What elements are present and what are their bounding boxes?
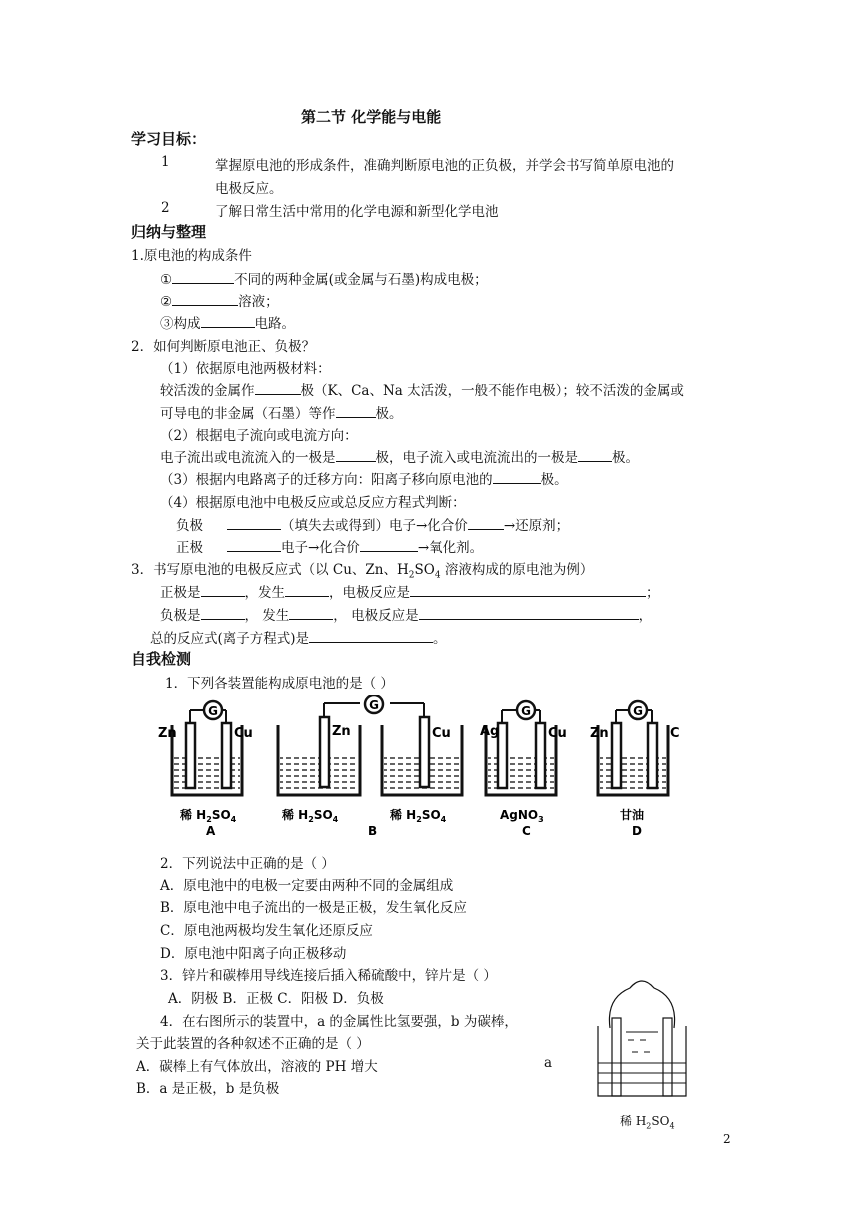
cell-a xyxy=(158,701,253,838)
q4-cell-figure xyxy=(592,968,692,1110)
q4-a-label: a xyxy=(544,1055,553,1071)
blank[interactable] xyxy=(255,380,301,395)
cell-c xyxy=(480,701,567,838)
s2-neg: 负极 （填失去或得到）电子→化合价 →还原剂； xyxy=(176,514,569,534)
svg-text:G: G xyxy=(521,704,531,718)
svg-text:AgNO3: AgNO$_3$ xyxy=(500,808,544,824)
blank[interactable] xyxy=(201,605,245,620)
goal-1-line1: 掌握原电池的形成条件，准确判断原电池的正负极，并学会书写简单原电池的 xyxy=(215,158,674,174)
svg-text:Zn: Zn xyxy=(158,726,177,741)
q2: 2．下列说法中正确的是（ ） xyxy=(160,856,335,872)
s2-p1b: 可导电的非金属（石墨）等作 极。 xyxy=(160,402,403,422)
q4-option-b: B．a 是正极，b 是负极 xyxy=(136,1081,280,1097)
svg-text:Cu: Cu xyxy=(548,726,567,741)
s3-title: 3．书写原电池的电极反应式（以 Cu、Zn、$H_2SO_4$ 溶液构成的原电池为例） xyxy=(131,562,594,581)
blank[interactable] xyxy=(289,605,333,620)
q2-option-b: B．原电池中电子流出的一极是正极，发生氧化反应 xyxy=(160,900,467,916)
s2-pos: 正极 电子→化合价 →氧化剂。 xyxy=(176,536,483,556)
blank[interactable] xyxy=(201,582,245,597)
s1-item-c: ③构成 电路。 xyxy=(160,312,295,332)
q4-figure-label: 稀 $H_2SO_4$ xyxy=(620,1114,675,1131)
q2-option-d: D．原电池中阳离子向正极移动 xyxy=(160,946,347,962)
svg-text:C: C xyxy=(522,824,531,838)
s2-p2: （2）根据电子流向或电流方向： xyxy=(160,428,358,444)
s3-neg: 负极是 ， 发生 ， 电极反应是 ， xyxy=(160,604,652,624)
q2-option-c: C．原电池两极均发生氧化还原反应 xyxy=(160,923,373,939)
svg-text:Ag: Ag xyxy=(480,724,500,739)
q1: 1．下列各装置能构成原电池的是（ ） xyxy=(165,676,394,692)
summary-heading: 归纳与整理 xyxy=(131,223,207,241)
cell-b xyxy=(278,695,462,838)
s1-title: 1.原电池的构成条件 xyxy=(131,248,252,264)
page-number: 2 xyxy=(723,1132,731,1146)
q4-line2: 关于此装置的各种叙述不正确的是（ ） xyxy=(136,1036,370,1052)
page-title: 第二节 化学能与电能 xyxy=(301,108,442,126)
s2-p1: （1）依据原电池两极材料： xyxy=(160,361,331,377)
svg-text:A: A xyxy=(206,824,216,838)
blank[interactable] xyxy=(410,582,646,597)
s1-item-a: ① 不同的两种金属(或金属与石墨)构成电极； xyxy=(160,268,488,288)
blank[interactable] xyxy=(493,469,541,484)
cell-d xyxy=(590,701,680,838)
svg-text:稀 H2SO4: 稀 $H_2SO_4$ xyxy=(282,808,339,824)
goal-2-line1: 了解日常生活中常用的化学电源和新型化学电池 xyxy=(215,204,499,220)
svg-text:Zn: Zn xyxy=(590,726,609,741)
blank[interactable] xyxy=(172,291,238,306)
s1-item-b: ② 溶液； xyxy=(160,290,279,310)
svg-text:Zn: Zn xyxy=(332,724,351,739)
q3-options: A．阴极 B．正极 C．阳极 D．负极 xyxy=(168,991,384,1007)
blank[interactable] xyxy=(227,515,281,530)
svg-text:G: G xyxy=(633,704,643,718)
blank[interactable] xyxy=(309,628,433,643)
s3-pos: 正极是 ，发生 ，电极反应是 ； xyxy=(160,581,660,601)
galvanic-cells-diagram xyxy=(150,695,690,840)
s2-p4: （4）根据原电池中电极反应或总反应方程式判断： xyxy=(160,495,466,511)
svg-text:稀 H2SO4: 稀 $H_2SO_4$ xyxy=(180,808,237,824)
svg-text:G: G xyxy=(369,698,379,712)
svg-text:Cu: Cu xyxy=(234,726,253,741)
blank[interactable] xyxy=(419,605,639,620)
blank[interactable] xyxy=(285,582,329,597)
svg-text:稀 H2SO4: 稀 $H_2SO_4$ xyxy=(390,808,447,824)
blank[interactable] xyxy=(201,313,255,328)
goal-1-num: 1 xyxy=(161,154,170,170)
goals-heading: 学习目标： xyxy=(131,130,207,148)
blank[interactable] xyxy=(227,537,281,552)
blank[interactable] xyxy=(336,403,376,418)
selfcheck-heading: 自我检测 xyxy=(131,650,192,668)
svg-text:甘油: 甘油 xyxy=(620,808,645,822)
s2-p1a: 较活泼的金属作 极（K、Ca、Na 太活泼，一般不能作电极）；较不活泼的金属或 xyxy=(160,379,684,399)
s2-p2a: 电子流出或电流流入的一极是 极，电子流入或电流流出的一极是 极。 xyxy=(160,446,639,466)
blank[interactable] xyxy=(172,269,234,284)
svg-text:C: C xyxy=(670,726,680,741)
svg-text:D: D xyxy=(632,824,642,838)
blank[interactable] xyxy=(468,515,504,530)
svg-text:G: G xyxy=(208,704,218,718)
s2-p3: （3）根据内电路离子的迁移方向：阳离子移向原电池的 极。 xyxy=(160,468,568,488)
q3: 3．锌片和碳棒用导线连接后插入稀硫酸中，锌片是（ ） xyxy=(160,968,497,984)
svg-text:B: B xyxy=(368,824,378,838)
blank[interactable] xyxy=(578,447,612,462)
svg-text:Cu: Cu xyxy=(432,726,451,741)
q4-line1: 4．在右图所示的装置中，a 的金属性比氢要强，b 为碳棒， xyxy=(160,1014,518,1030)
blank[interactable] xyxy=(336,447,376,462)
goal-2-num: 2 xyxy=(161,200,170,216)
blank[interactable] xyxy=(360,537,418,552)
goal-1-line2: 电极反应。 xyxy=(215,181,283,197)
s3-total: 总的反应式(离子方程式)是 。 xyxy=(150,627,447,647)
q4-option-a: A．碳棒上有气体放出，溶液的 PH 增大 xyxy=(136,1059,378,1075)
q2-option-a: A．原电池中的电极一定要由两种不同的金属组成 xyxy=(160,878,454,894)
s2-title: 2．如何判断原电池正、负极？ xyxy=(131,339,316,355)
